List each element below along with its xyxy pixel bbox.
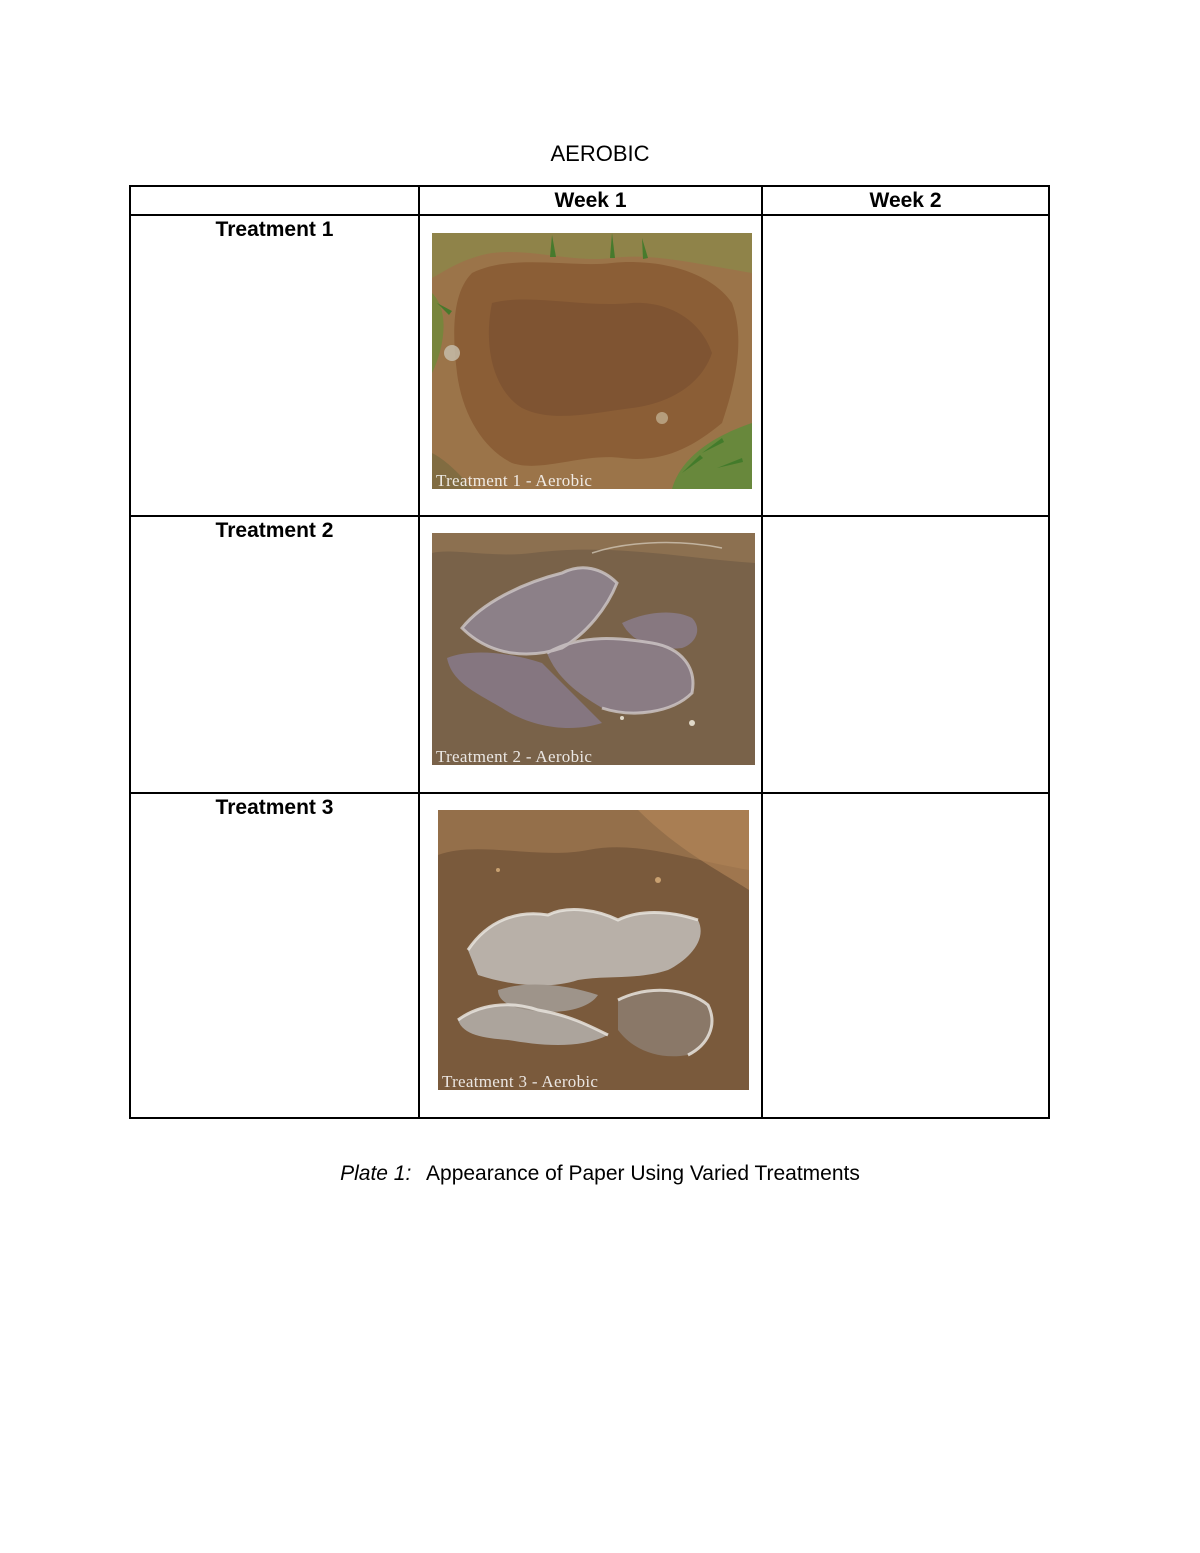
treatment-3-photo-caption: Treatment 3 - Aerobic <box>442 1072 599 1090</box>
header-empty <box>130 186 419 215</box>
table-header-row <box>130 186 1049 215</box>
row-label-cell <box>130 793 419 1118</box>
row-label-cell <box>130 215 419 516</box>
week-1-photo-cell <box>419 793 762 1118</box>
header-week-2: Week 2 <box>762 186 1049 215</box>
treatment-3-label: Treatment 3 <box>215 796 334 819</box>
table-row <box>130 793 1049 1118</box>
week-1-photo-cell <box>419 215 762 516</box>
treatment-3-photo <box>438 810 749 1090</box>
treatment-2-photo <box>432 533 755 765</box>
table-row <box>130 516 1049 793</box>
plate-caption <box>0 1162 1200 1186</box>
document-title: AEROBIC <box>550 141 650 166</box>
treatment-1-label: Treatment 1 <box>215 218 334 241</box>
plate-label: Plate 1: <box>340 1162 412 1185</box>
row-label-cell <box>130 516 419 793</box>
table-row <box>130 215 1049 516</box>
week-2-cell <box>762 793 1049 1118</box>
week-1-photo-cell <box>419 516 762 793</box>
week-2-cell <box>762 215 1049 516</box>
header-week-1: Week 1 <box>419 186 762 215</box>
treatment-1-photo <box>432 233 752 489</box>
plate-caption-text: Appearance of Paper Using Varied Treatments <box>426 1162 860 1185</box>
treatment-1-photo-caption: Treatment 1 - Aerobic <box>436 471 593 489</box>
treatment-2-label: Treatment 2 <box>215 519 334 542</box>
treatment-table <box>129 185 1050 1119</box>
week-2-cell <box>762 516 1049 793</box>
treatment-2-photo-caption: Treatment 2 - Aerobic <box>436 747 593 765</box>
